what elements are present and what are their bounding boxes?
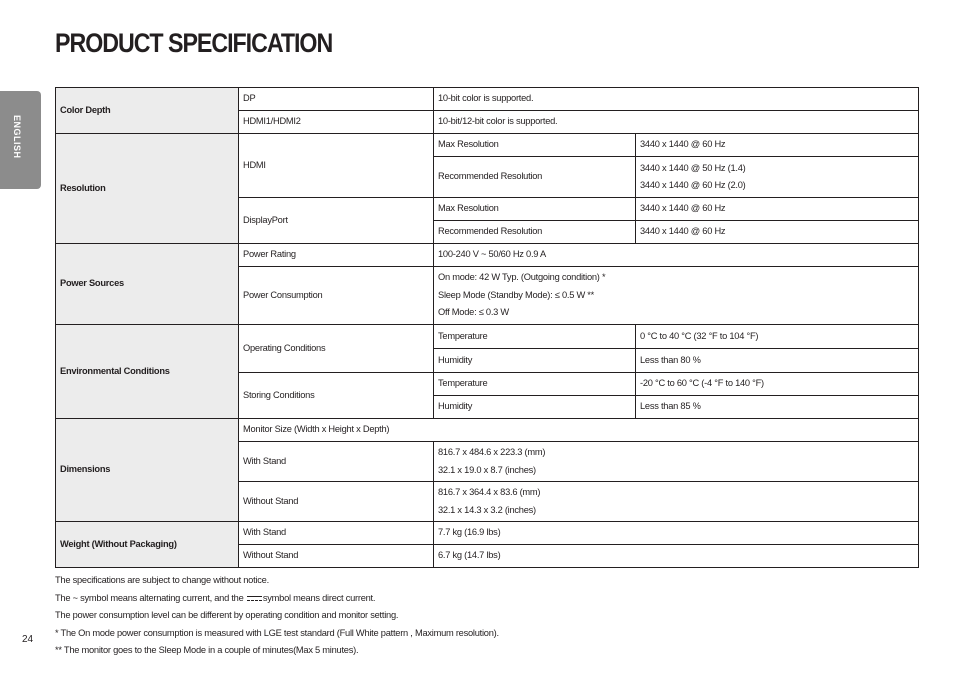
footnotes <box>55 572 915 660</box>
table-row <box>56 522 919 545</box>
cell-storing-conditions-label: Storing Conditions <box>239 373 434 419</box>
cell-st-temp-label: Temperature <box>434 373 636 396</box>
cell-dim-without-stand-value <box>434 482 919 522</box>
category-power-sources: Power Sources <box>56 244 239 325</box>
power-on-mode: On mode: 42 W Typ. (Outgoing condition) * <box>438 272 606 283</box>
page-number: 24 <box>22 634 34 645</box>
cell-dp-rec-value: 3440 x 1440 @ 60 Hz <box>636 221 919 244</box>
language-tab-label: ENGLISH <box>12 115 22 159</box>
cell-dp-rec-label: Recommended Resolution <box>434 221 636 244</box>
hdmi-rec-line-2: 3440 x 1440 @ 60 Hz (2.0) <box>640 180 746 190</box>
note-sleep-mode: ** The monitor goes to the Sleep Mode in a couple of minutes(Max 5 minutes). <box>55 645 359 656</box>
cell-hdmi-max-label: Max Resolution <box>434 134 636 157</box>
dim-with-stand-mm: 816.7 x 484.6 x 223.3 (mm) <box>438 447 546 457</box>
cell-power-consumption-value <box>434 267 919 325</box>
cell-dim-with-stand-label: With Stand <box>239 442 434 482</box>
cell-hdmi-label: HDMI1/HDMI2 <box>239 111 434 134</box>
note-current-symbols <box>55 590 915 608</box>
cell-operating-conditions-label: Operating Conditions <box>239 325 434 373</box>
note-change-notice: The specifications are subject to change without notice. <box>55 575 269 585</box>
table-row <box>56 88 919 111</box>
cell-power-rating-label: Power Rating <box>239 244 434 267</box>
note-dc-text: symbol means direct current. <box>262 592 376 603</box>
cell-st-humidity-value: Less than 85 % <box>636 396 919 419</box>
dim-with-stand-in: 32.1 x 19.0 x 8.7 (inches) <box>438 464 536 475</box>
table-row <box>56 419 919 442</box>
cell-op-humidity-label: Humidity <box>434 349 636 373</box>
cell-weight-with-stand-value: 7.7 kg (16.9 lbs) <box>434 522 919 545</box>
cell-dp-max-label: Max Resolution <box>434 198 636 221</box>
cell-dim-with-stand-value <box>434 442 919 482</box>
cell-weight-without-stand-label: Without Stand <box>239 545 434 568</box>
category-dimensions: Dimensions <box>56 419 239 522</box>
category-environmental-conditions: Environmental Conditions <box>56 325 239 419</box>
note-on-mode: * The On mode power consumption is measured with LGE test standard (Full White pattern , Maximum resolution). <box>55 627 499 638</box>
category-resolution: Resolution <box>56 134 239 244</box>
language-tab <box>0 91 41 189</box>
table-row <box>56 134 919 157</box>
cell-weight-with-stand-label: With Stand <box>239 522 434 545</box>
dc-symbol-icon <box>247 595 262 602</box>
cell-hdmi-rec-value <box>636 157 919 198</box>
cell-dim-without-stand-label: Without Stand <box>239 482 434 522</box>
category-color-depth: Color Depth <box>56 88 239 134</box>
hdmi-rec-line-1: 3440 x 1440 @ 50 Hz (1.4) <box>640 162 746 173</box>
category-weight: Weight (Without Packaging) <box>56 522 239 568</box>
dim-without-stand-in: 32.1 x 14.3 x 3.2 (inches) <box>438 504 536 515</box>
cell-hdmi-value: 10-bit/12-bit color is supported. <box>434 111 919 134</box>
cell-st-temp-value: -20 °C to 60 °C (-4 °F to 140 °F) <box>636 373 919 396</box>
cell-hdmi-max-value: 3440 x 1440 @ 60 Hz <box>636 134 919 157</box>
note-power-consumption: The power consumption level can be different by operating condition and monitor setting. <box>55 610 399 621</box>
cell-dp-label: DP <box>239 88 434 111</box>
cell-resolution-dp-label: DisplayPort <box>239 198 434 244</box>
note-ac-text: The ~ symbol means alternating current, and the <box>55 592 244 603</box>
cell-op-temp-value: 0 °C to 40 °C (32 °F to 104 °F) <box>636 325 919 349</box>
cell-hdmi-rec-label: Recommended Resolution <box>434 157 636 198</box>
cell-power-consumption-label: Power Consumption <box>239 267 434 325</box>
table-row <box>56 325 919 349</box>
cell-monitor-size-header: Monitor Size (Width x Height x Depth) <box>239 419 919 442</box>
power-off-mode: Off Mode: ≤ 0.3 W <box>438 307 509 318</box>
cell-st-humidity-label: Humidity <box>434 396 636 419</box>
table-row <box>56 244 919 267</box>
page-title: PRODUCT SPECIFICATION <box>55 28 333 58</box>
cell-resolution-hdmi-label: HDMI <box>239 134 434 198</box>
cell-dp-value: 10-bit color is supported. <box>434 88 919 111</box>
cell-dp-max-value: 3440 x 1440 @ 60 Hz <box>636 198 919 221</box>
cell-weight-without-stand-value: 6.7 kg (14.7 lbs) <box>434 545 919 568</box>
cell-op-humidity-value: Less than 80 % <box>636 349 919 373</box>
dim-without-stand-mm: 816.7 x 364.4 x 83.6 (mm) <box>438 487 541 497</box>
power-sleep-mode: Sleep Mode (Standby Mode): ≤ 0.5 W ** <box>438 289 595 300</box>
cell-power-rating-value: 100-240 V ~ 50/60 Hz 0.9 A <box>434 244 919 267</box>
specification-table <box>55 87 919 568</box>
cell-op-temp-label: Temperature <box>434 325 636 349</box>
